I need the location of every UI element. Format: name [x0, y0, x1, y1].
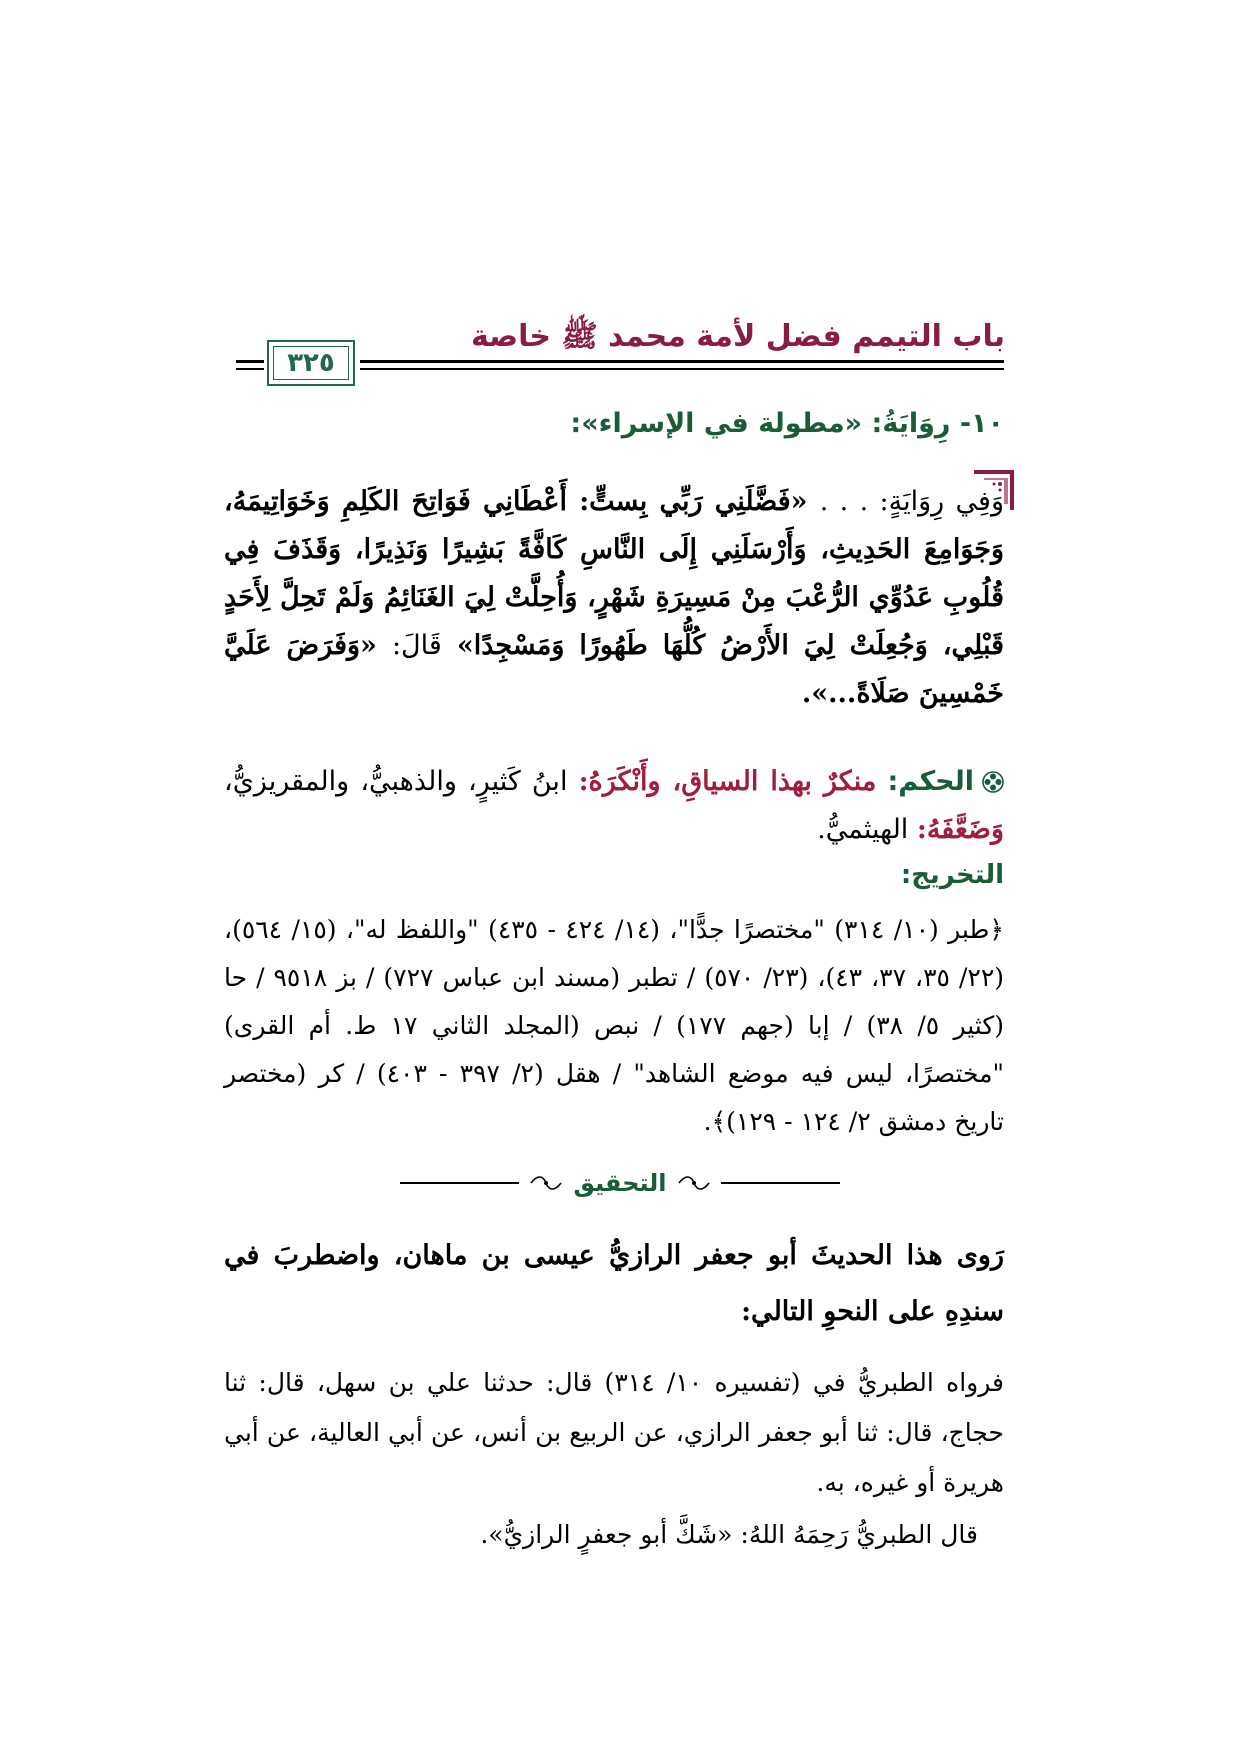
flower-icon	[982, 771, 1004, 793]
hadith-quote	[224, 478, 1004, 718]
ornament-icon	[529, 1175, 563, 1191]
takhrij-heading: التخريج:	[900, 860, 1004, 890]
ruling-verdict: منكرٌ بهذا السياقِ، وأَنْكَرَهُ:	[578, 766, 877, 797]
takhrij-text: ﴿طبر (١٠/ ٣١٤) "مختصرًا جدًّا"، (١٤/ ٤٢٤ - ٤٣٥) "واللفظ له"، (١٥/ ٥٦٤)، (٢٢/ ٣٥، ٣٧، ٤٣)، (٢٣/ ٥٧٠) / تطبر (مسند ابن عباس ٧٢٧) / بز ٩٥١٨ / حا (كثير ٥/ ٣٨) / إبا (جهم ١٧٧) / نبص (المجلد الثاني ١٧ ط. أم القرى) "مختصرًا، ليس فيه موضع الشاهد" / هقل (٢/ ٣٩٧ - ٤٠٣) / كر (مختصر تاريخ دمشق ٢/ ١٢٤ - ١٢٩)﴾.	[224, 915, 1005, 1136]
header-rule-left-thin	[236, 368, 264, 370]
divider-title: التحقيق	[573, 1169, 667, 1197]
ruling-weakened-by: الهيثميُّ.	[817, 814, 909, 845]
ruling-weakened-label: وَضَعَّفَهُ:	[916, 814, 1004, 845]
header-rule-thin	[360, 368, 1004, 370]
body-paragraph-3: قال الطبريُّ رَحِمَهُ اللهُ: «شَكَّ أبو جعفرٍ الرازيُّ».	[480, 1520, 978, 1549]
page-number: ٣٢٥	[287, 348, 335, 378]
ornament-icon	[677, 1175, 711, 1191]
body-paragraph-1: رَوى هذا الحديثَ أبو جعفر الرازيُّ عيسى بن ماهان، واضطربَ في سندِهِ على النحوِ التالي:	[224, 1240, 1004, 1327]
section-divider	[400, 1165, 840, 1201]
quote-qala: قَالَ:	[391, 630, 442, 661]
ruling-paragraph	[224, 758, 1004, 854]
running-title: باب التيمم فضل لأمة محمد ﷺ خاصة	[470, 319, 1005, 354]
quote-text: «فَضَّلَنِي رَبِّي بِستٍّ: أَعْطَانِي فَوَاتِحَ الكَلِمِ وَخَوَاتِيمَهُ، وَجَوَامِعَ الحَدِيثِ، وَأَرْسَلَنِي إِلَى النَّاسِ كَافَّةً بَشِيرًا وَنَذِيرًا، وَقَذَفَ فِي قُلُوبِ عَدُوِّي الرُّعْبَ مِنْ مَسِيرَةِ شَهْرٍ، وَأُحِلَّتْ لِيَ الغَنَائِمُ وَلَمْ تَحِلَّ لِأَحَدٍ قَبْلِي، وَجُعِلَتْ لِيَ الأَرْضُ كُلُّهَا طَهُورًا وَمَسْجِدًا»	[224, 486, 1004, 661]
body-paragraph-2: فرواه الطبريُّ في (تفسيره ١٠/ ٣١٤) قال: حدثنا علي بن سهل، قال: ثنا حجاج، قال: ثنا أبو جعفر الرازي، عن الربيع بن أنس، عن أبي العالية، عن أبي هريرة أو غيره، به.	[224, 1368, 1004, 1497]
header-rule	[360, 360, 1004, 363]
section-heading: ١٠- رِوَايَةُ: «مطولة في الإسراء»:	[570, 408, 1004, 439]
header-rule-left	[236, 360, 264, 363]
divider-line-right	[721, 1182, 840, 1184]
quote-lead: وَفِي رِوَايَةٍ: . . .	[819, 486, 1004, 517]
ruling-label: الحكم:	[887, 766, 974, 797]
page-number-badge	[267, 340, 355, 386]
quote-tail: «وَفَرَضَ عَلَيَّ خَمْسِينَ صَلَاةً...».	[224, 630, 1004, 709]
divider-line-left	[400, 1182, 519, 1184]
ruling-deniers: ابنُ كَثيرٍ، والذهبيُّ، والمقريزيُّ،	[224, 766, 568, 797]
